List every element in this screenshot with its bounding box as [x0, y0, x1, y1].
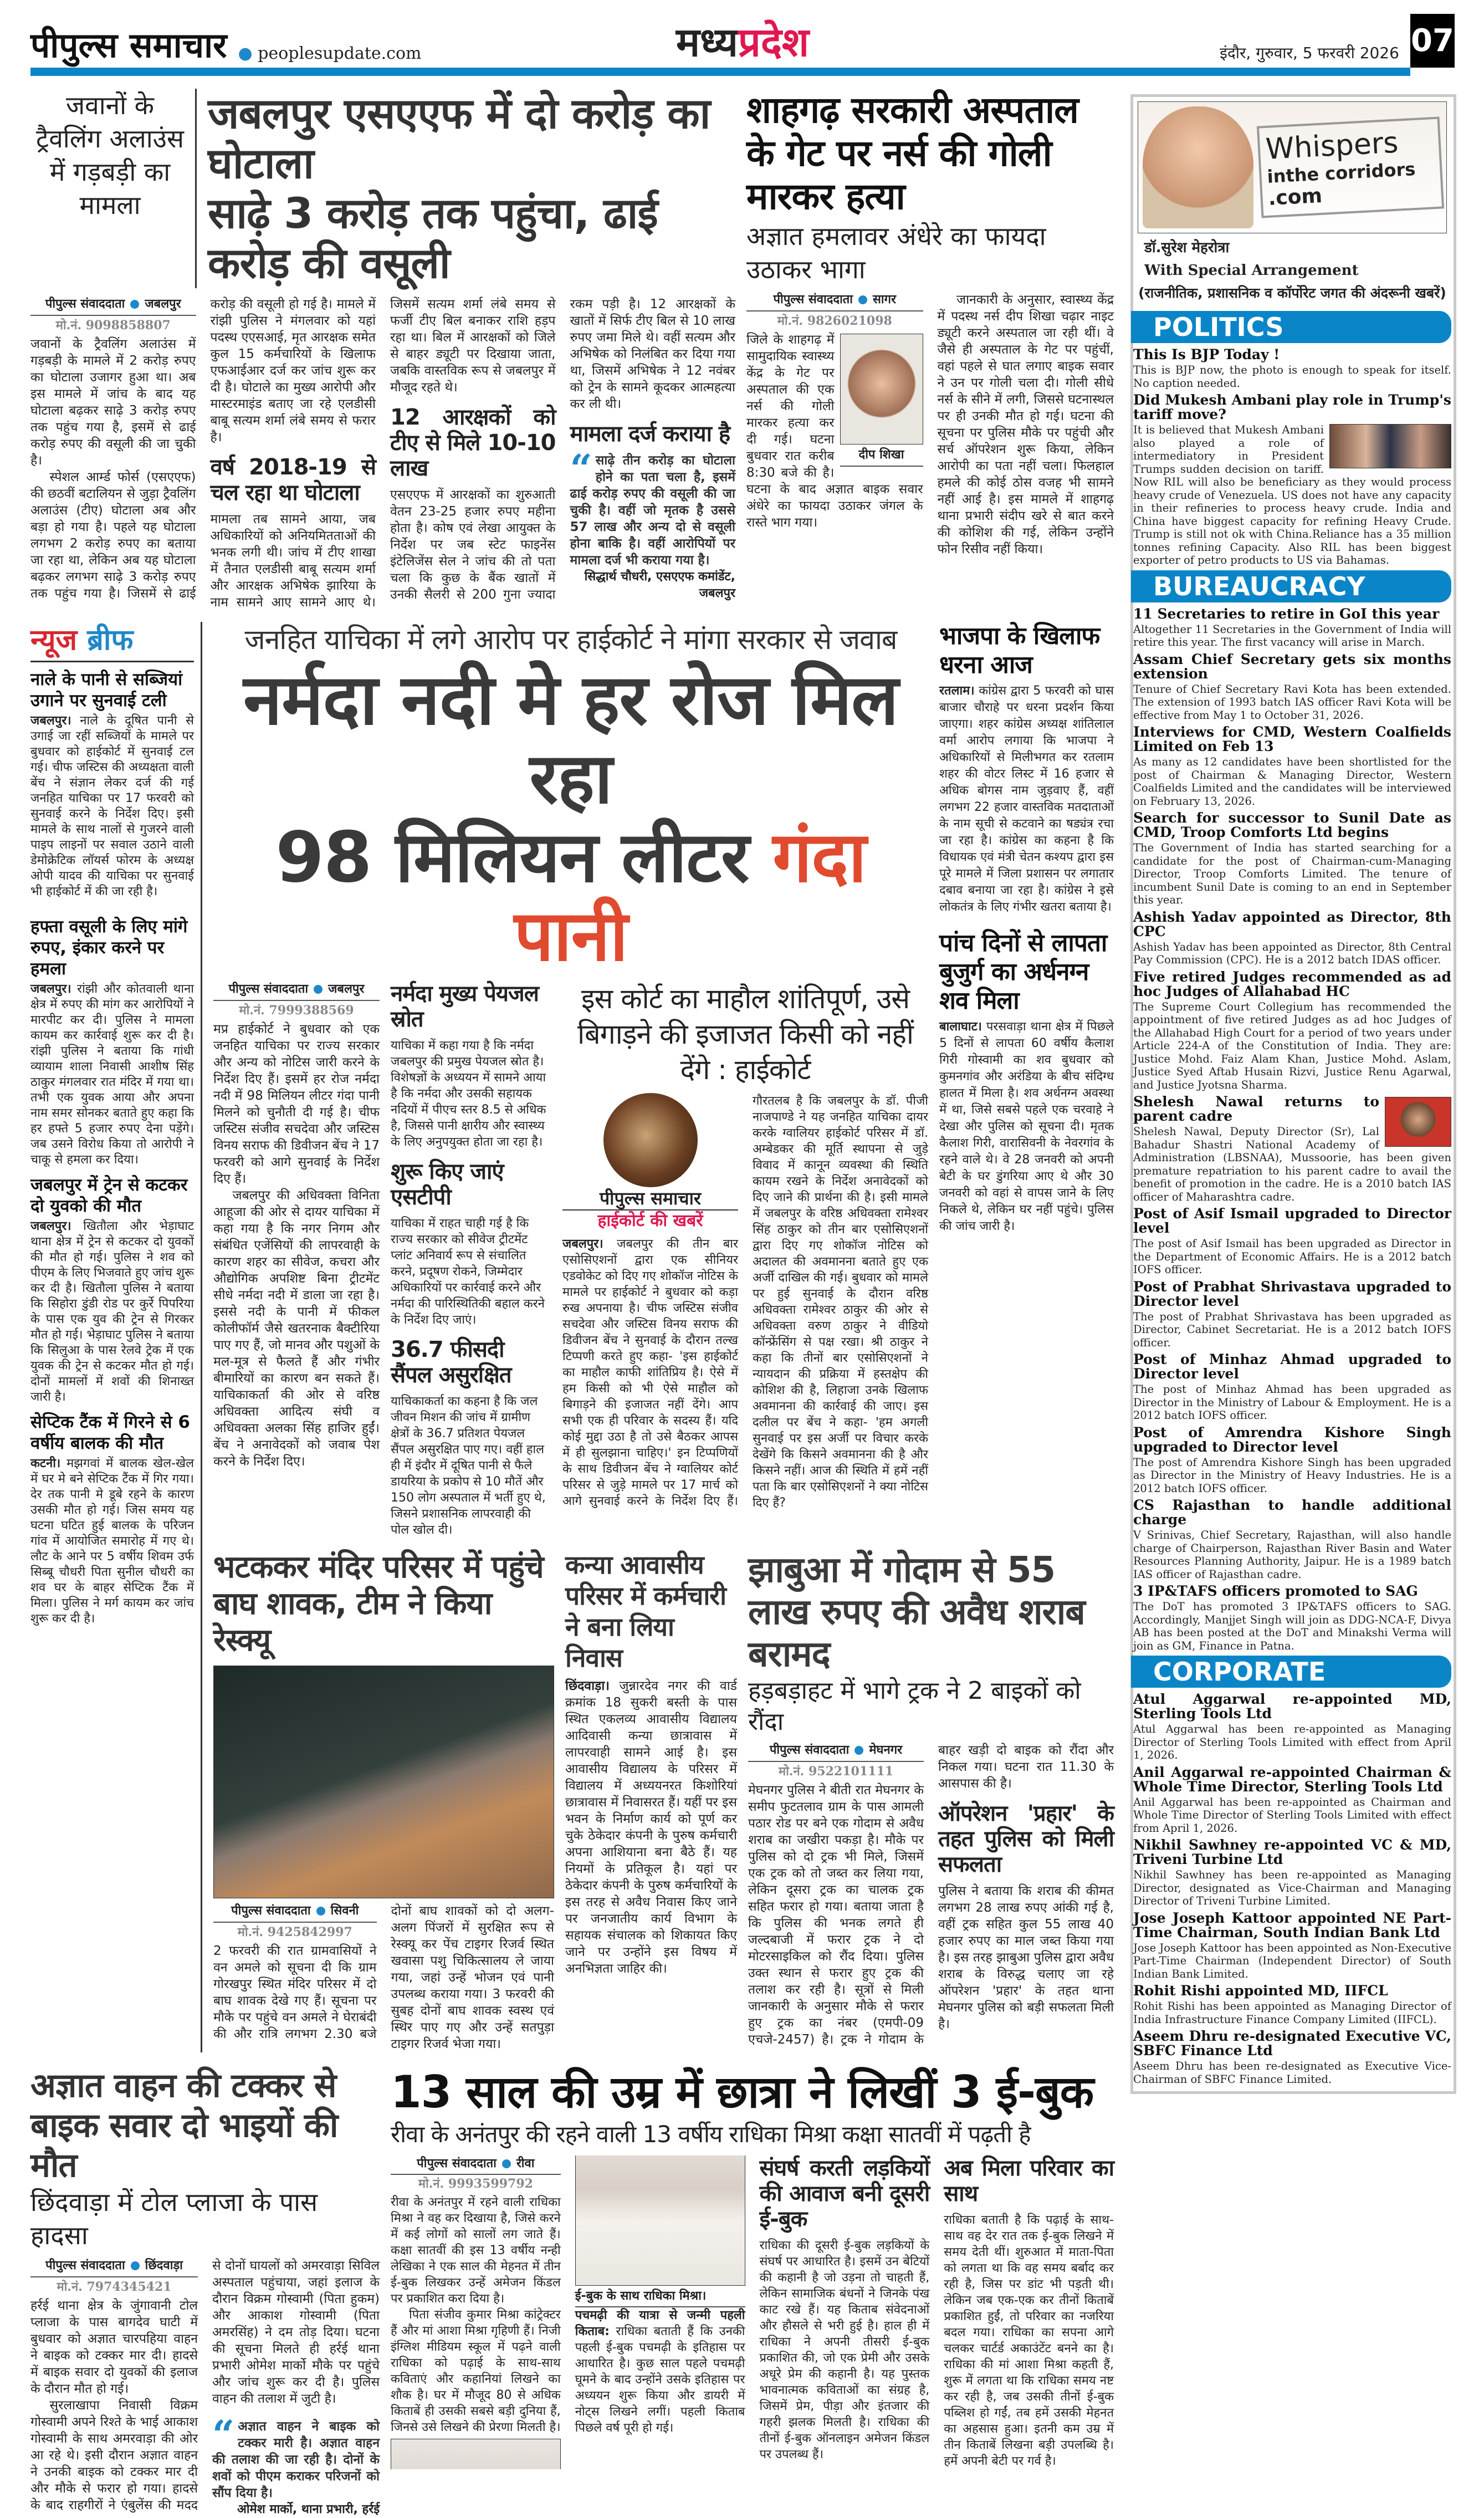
news-item	[1133, 1838, 1451, 1908]
section-title-b: प्रदेश	[738, 19, 810, 65]
bjp-body	[939, 683, 1114, 916]
byline-name: पीपुल्स संवाददाता	[231, 1904, 311, 1918]
gavel-image	[603, 1093, 698, 1187]
shahgarh-story	[746, 89, 1114, 558]
paragraph: राधिका की दूसरी ई-बुक लड़कियों के संघर्ष पर आधारित है। इसमें उन बेटियों की कहानी है जो उड़ना तो चाहती हैं, लेकिन सामाजिक बंधनों ने जिनके पंख काट रखे हैं। यह किताब संवेदनाओं और हौसले से भरी हुई है। हाल ही में राधिका ने अपनी तीसरी ई-बुक प्रकाशित की, जो एक प्रेमी और उसके अधूरे प्रेम की कहानी है। यह पुस्तक भावनात्मक कविताओं का संग्रह है, जिसमें प्रेम, पीड़ा और इंतजार की गहरी झलक मिलती है। राधिका की तीनों ई-बुक ऑनलाइन अमेजन किंडल पर उपलब्ध हैं।	[759, 2239, 930, 2461]
item-headline: Aseem Dhru re-designated Executive VC, SBFC Finance Ltd	[1133, 2028, 1451, 2059]
subheading: शुरू किए जाएं एसटीपी	[391, 1159, 504, 1210]
headline-line	[213, 818, 928, 975]
title-part: न्यूज	[30, 624, 78, 657]
item-headline: Post of Minhaz Ahmad upgraded to Director level	[1133, 1351, 1451, 1382]
masthead-rule	[30, 68, 1410, 76]
masthead-left	[30, 23, 654, 68]
dot-icon	[316, 1907, 325, 1916]
section-politics: POLITICS	[1131, 311, 1451, 343]
paragraph: पुलिस ने बताया कि शराब की कीमत लगभग 28 लाख रुपए आंकी गई है, वहीं ट्रक सहित कुल 55 लाख 40 हजार रुपए का माल जब्त किया गया है। इस तरह झाबुआ पुलिस द्वारा अवैध शराब के विरुद्ध चलाए जा रहे ऑपरेशन 'प्रहार' के तहत थाना मेघनगर पुलिस को बड़ी सफलता मिली है।	[938, 1884, 1114, 2031]
page-number: 07	[1410, 14, 1455, 68]
hostel-story	[565, 1549, 737, 1977]
news-item	[1133, 1280, 1451, 1350]
paragraph: रीवा के अनंतपुर में रहने वाली राधिका मिश्रा ने वह कर दिखाया है, जिसे करने में कई लोगों को सालों लग जाते हैं। कक्षा सातवीं की इस 13 वर्षीय नन्ही लेखिका ने एक साल की मेहनत में तीन ई-बुक लिखकर उन्हें अमेजन किंडल पर प्रकाशित करा दिया है।	[391, 2195, 561, 2306]
whispers-logo	[1257, 116, 1444, 218]
reporter-phone: मो.नं. 9522101111	[778, 1764, 894, 1779]
byline-place: रीवा	[516, 2157, 535, 2170]
quote-icon: “	[212, 2412, 235, 2458]
headline-part: 98 मिलियन लीटर	[275, 816, 773, 898]
brief-headline: नाले के पानी से सब्जियां उगाने पर सुनवाई टली	[30, 670, 183, 711]
brief-text	[30, 1456, 194, 1627]
byline-place: जबलपुर	[328, 982, 365, 996]
item-text: V Srinivas, Chief Secretary, Rajasthan, will also handle charge of Chairperson, Rajasthan River Basin and Water Resources Planning Authority, Jaipur. He is a 1989 batch IAS officer of Rajasthan cadre.	[1133, 1529, 1451, 1581]
byline-place: सागर	[873, 293, 896, 307]
byline-name: पीपुल्स संवाददाता	[417, 2157, 497, 2170]
headline: पांच दिनों से लापता बुजुर्ग का अर्धनग्न शव मिला	[939, 929, 1107, 1015]
item-text: Aseem Dhru has been re-designated as Executive Vice-Chairman of SBFC Finance Limited.	[1133, 2060, 1451, 2086]
paragraph: याचिका में राहत चाही गई है कि राज्य सरकार को सीवेज ट्रीटमेंट प्लांट अनिवार्य रूप से संचालित करने, प्रदूषण रोकने, जिम्मेदार अधिकारियों पर कार्रवाई करने और नर्मदा की पारिस्थितिकी बहाल करने के निर्देश दिए जाएं।	[391, 1217, 545, 1327]
news-item	[1133, 652, 1451, 722]
news-item	[1133, 811, 1451, 907]
news-item	[1133, 2029, 1451, 2086]
headline-line: जबलपुर एसएएफ में दो करोड़ का घोटाला	[208, 89, 710, 188]
item-headline: Search for successor to Sunil Date as CMD, Troop Comforts Ltd begins	[1133, 810, 1451, 840]
brief-item	[30, 1174, 194, 1405]
reporter-phone: मो.नं. 9098858807	[55, 318, 171, 333]
website-text: peoplesupdate.com	[258, 44, 422, 63]
hostel-body	[565, 1678, 737, 1977]
brief-item	[30, 916, 194, 1168]
photo-caption: ई-बुक के साथ राधिका मिश्रा।	[575, 2286, 745, 2307]
right-hindi-column	[939, 622, 1114, 1235]
paragraph: जबलपुर की अधिवक्ता विनिता आहूजा की ओर से दायर याचिका में कहा गया है कि नगर निगम और संबंधित एजेंसियों की लापरवाही के कारण शहर का सीवेज, कचरा और औद्योगिक अपशिष्ट बिना ट्रीटमेंट सीधे नर्मदा नदी में डाला जा रहा है। इससे नदी के पानी में फीकल कोलीफॉर्म जैसे खतरनाक बैक्टीरिया पाए गए हैं, जो मानव और पशुओं के मल-मूत्र से फैलते हैं और गंभीर बीमारियों का कारण बन सकते हैं। याचिकाकर्ता की ओर से वरिष्ठ अधिवक्ता आदित्य संघी व अधिवक्ता अलका सिंह हाजिर हुईं। बेंच ने अनावेदकों को जवाब पेश करने के निर्देश दिए।	[213, 1188, 380, 1469]
paragraph: मप्र हाईकोर्ट ने बुधवार को एक जनहित याचिका पर राज्य सरकार और अन्य को नोटिस जारी करने के निर्देश दिए हैं। इसमें हर रोज नर्मदा नदी में 98 मिलियन लीटर गंदा पानी मिलने को चुनौती दी गई है। चीफ जस्टिस संजीव सचदेवा और जस्टिस विनय सराफ की डिवीजन बेंच ने 17 फरवरी को आगे सुनवाई के निर्देश दिए हैं।	[213, 1022, 380, 1186]
byline-name: पीपुल्स संवाददाता	[773, 293, 853, 307]
headline: अज्ञात वाहन की टक्कर से बाइक सवार दो भाइयों की मौत	[30, 2066, 338, 2185]
news-item	[1133, 1498, 1451, 1581]
subheading: वर्ष 2018-19 से चल रहा था घोटाला	[210, 454, 376, 505]
item-text: Jose Joseph Kattoor has been appointed as Non-Executive Part-Time Chairman (Independent Director) of South Indian Bank Limited.	[1133, 1941, 1451, 1980]
headline: कन्या आवासीय परिसर में कर्मचारी ने बना लिया निवास	[565, 1550, 726, 1673]
accident-body	[30, 2257, 380, 2518]
location-pin-icon: ●	[238, 44, 258, 63]
news-item	[1133, 348, 1451, 390]
headline-line: साढ़े 3 करोड़ तक पहुंचा, ढाई करोड़ की वसूली	[208, 188, 658, 288]
news-item	[1133, 1765, 1451, 1835]
item-headline: Shelesh Nawal returns to parent cadre	[1133, 1094, 1379, 1124]
article-text: कांग्रेस द्वारा 5 फरवरी को घास बाजार चौराहे पर धरना प्रदर्शन किया जाएगा। शहर कांग्रेस अध्यक्ष शांतिलाल वर्मा आरोप लगाया कि भाजपा ने अधिकारियों से मिलीभगत कर रतलाम शहर की वोटर लिस्ट में 16 हजार से अधिक बोगस नाम जुड़वाए हैं, वहीं लगभग 22 हजार वास्तविक मतदाताओं के नाम सूची से कटवाने का षड्यंत्र रचा जा रहा है। कांग्रेस का कहना है कि विधायक एवं मंत्री चेतन कश्यप द्वारा इस पूरे मामले में जिला प्रशासन पर लगातार दबाव बनाया जा रहा है। कांग्रेस ने इसे लोकतंत्र के लिए गंभीर खतरा बताया है।	[939, 684, 1114, 914]
ambani-trump-photo	[1329, 424, 1451, 468]
court-story	[562, 981, 928, 1511]
item-text: The post of Asif Ismail has been upgraded as Director in the Department of Economic Affairs. He is a 2012 batch IOFS officer.	[1133, 1237, 1451, 1276]
paragraph: जानकारी के अनुसार, स्वास्थ्य केंद्र में पदस्थ नर्स दीप शिखा चढ़ार नाइट ड्यूटी करने अस्पताल जा रही थीं। वे जैसे ही अस्पताल के गेट पर पहुंचीं, वहां पहले से घात लगाए बाइक सवार ने उन पर गोली चला दी। गोली सीधे नर्स के सीने में लगी, जिससे घटनास्थल पर ही उनकी मौत हो गई। घटना की सूचना पर पुलिस मौके पर पहुंची और सर्च ऑपरेशन शुरू किया, लेकिन आरोपी का पता नहीं चला। फिलहाल हमले की कोई ठोस वजह भी सामने नहीं आई है। इस मामले में शाहगढ़ थाना प्रभारी संदीप खरे से बात करने की कोशिश की गई, लेकिन उन्होंने फोन रिसीव नहीं किया।	[937, 293, 1114, 556]
dateline-lead: बालाघाट।	[939, 1020, 982, 1034]
item-text: Shelesh Nawal, Deputy Director (Sr), Lal Bahadur Shastri National Academy of Administration (LBSNAA), Mussoorie, has been given premature repatriation to his parent cadre to avail the benefit of promotion in the cadre. He is a 2010 batch IAS officer of Maharashtra cadre.	[1133, 1125, 1451, 1203]
photo-box	[840, 334, 923, 467]
title-part: ब्रीफ	[87, 624, 134, 657]
saf-article-body	[30, 296, 735, 611]
court-news-tag: हाईकोर्ट की खबरें	[597, 1211, 703, 1230]
main-content	[30, 89, 1114, 2518]
narmada-kicker: जनहित याचिका में लगे आरोप पर हाईकोर्ट ने मांगा सरकार से जवाब	[244, 624, 897, 656]
byline	[30, 2257, 198, 2277]
columnist-photo	[1143, 106, 1253, 228]
dot-icon	[858, 295, 867, 304]
section-corporate: CORPORATE	[1131, 1656, 1451, 1688]
dateline-lead: जबलपुर।	[30, 714, 71, 728]
item-headline: Did Mukesh Ambani play role in Trump's tariff move?	[1133, 392, 1451, 422]
item-text: Anil Aggarwal has been re-appointed as Chairman and Whole Time Director of Sterling Tools Limited with effect from April 1, 2026.	[1133, 1795, 1451, 1835]
shahgarh-body	[746, 292, 1114, 558]
item-headline: Assam Chief Secretary gets six months extension	[1133, 651, 1451, 682]
tiger-body	[213, 1903, 554, 2052]
item-text: Ashish Yadav has been appointed as Director, 8th Central Pay Commission (CPC). He is a 2012 batch IDAS officer.	[1133, 940, 1451, 966]
news-item	[1133, 910, 1451, 967]
paragraph: पिता संजीव कुमार मिश्रा कांट्रेक्टर हैं और मां आशा मिश्रा गृहिणी हैं। निजी इंग्लिश मीडियम स्कूल में पढ़ने वाली राधिका को पढ़ाई के साथ-साथ कविताएं और कहानियां लिखने का शौक है। घर में मौजूद 80 से अधिक किताबें ही उसकी सबसे बड़ी दुनिया हैं, जिनसे उसे लिखने की प्रेरणा मिलती है।	[391, 2308, 561, 2434]
item-text: The post of Minhaz Ahmad has been upgraded as Director in the Ministry of Labour & Employment. He is a 2012 batch IOFS officer.	[1133, 1383, 1451, 1422]
item-headline: Anil Aggarwal re-appointed Chairman & Whole Time Director, Sterling Tools Ltd	[1133, 1764, 1451, 1795]
subheading: ऑपरेशन 'प्रहार' के तहत पुलिस को मिली सफलता	[938, 1801, 1114, 1877]
item-headline: Post of Amrendra Kishore Singh upgraded to Director level	[1133, 1424, 1451, 1455]
saf-kicker: जवानों के ट्रैवलिंग अलाउंस में गड़बड़ी का मामला	[30, 89, 197, 288]
subheadline: रीवा के अनंतपुर की रहने वाली 13 वर्षीय राधिका मिश्रा कक्षा सातवीं में पढ़ती है	[391, 2121, 1031, 2148]
quote-icon: “	[570, 446, 592, 492]
item-headline: Post of Prabhat Shrivastava upgraded to Director level	[1133, 1278, 1451, 1309]
item-text: The DoT has promoted 3 IP&TAFS officers to SAG. Accordingly, Manjjet Singh will join as DDG-NCA-F, Divya AB has been posted at the DoT and Minakshi Verma will join as GM, Finance in Patna.	[1133, 1600, 1451, 1652]
dateline-lead: रतलाम।	[939, 684, 975, 698]
item-text: The Government of India has started searching for a candidate for the post of Chairman-cum-Managing Director, Troop Comforts Limited. The tenure of incumbent Sunil Date is coming to an end in September this year.	[1133, 841, 1451, 906]
reporter-phone: मो.नं. 9826021098	[777, 314, 892, 328]
website-link[interactable]	[238, 44, 422, 68]
byline-place: छिंदवाड़ा	[145, 2259, 183, 2272]
section-bureaucracy: BUREAUCRACY	[1131, 570, 1451, 602]
paragraph: सुरलाखापा निवासी विक्रम गोस्वामी अपने रिश्ते के भाई आकाश गोस्वामी के साथ अमरवाड़ा की ओर आ रहे थे। इसी दौरान अज्ञात वाहन ने उनकी बाइक को टक्कर मार दी और मौके से फरार हो गया। हादसे के बाद राहगीरों ने एंबुलेंस की मदद से दोनों घायलों को अमरवाड़ा सिविल अस्पताल पहुंचाया, जहां इलाज के दौरान विक्रम गोस्वामी (पिता हुकम) और आकाश गोस्वामी (पिता अमरसिंह) ने दम तोड़ दिया। घटना की सूचना मिलते ही हर्रई थाना प्रभारी ओमेश मार्को मौके पर पहुंचे और जांच शुरू कर दी है। पुलिस वाहन की तलाश में जुटी है।	[30, 2259, 380, 2512]
paragraph: 2 फरवरी की रात ग्रामवासियों ने वन अमले को सूचना दी कि ग्राम गोरखपुर स्थित मंदिर परिसर में दो बाघ शावक देखे गए हैं। सूचना पर मौके पर पहुंचे वन अमले ने घेराबंदी की और रात्रि लगभग 2.30 बजे दोनों बाघ शावकों को दो अलग-अलग पिंजरों में सुरक्षित रूप से रेस्क्यू कर पेंच टाइगर रिजर्व स्थित खवासा पशु चिकित्सालय ले जाया गया, जहां उन्हें भोजन एवं पानी उपलब्ध कराया गया। 3 फरवरी की सुबह दोनों बाघ शावक स्वस्थ एवं स्थिर पाए गए और उन्हें सतपुड़ा टाइगर रिजर्व भेजा गया।	[213, 1904, 554, 2051]
headline: भटककर मंदिर परिसर में पहुंचे बाघ शावक, टीम ने किया रेस्क्यू	[213, 1549, 544, 1658]
byline	[391, 2156, 561, 2175]
brief-item	[30, 669, 194, 900]
dot-icon	[502, 2159, 511, 2168]
article-text: परसवाड़ा थाना क्षेत्र में पिछले 5 दिनों से लापता 60 वर्षीय कैलाश गिरी गोस्वामी का शव बुधवार को कुमनगांव और अरंडिया के बीच संदिग्ध हालत में मिला है। शव अर्धनग्न अवस्था में था, जिसे सबसे पहले एक चरवाहे ने देखा और पुलिस को सूचना दी। मृतक कैलाश गिरी, वारासिवनी के नेवरगांव के रहने वाले थे। वे 28 जनवरी को अपनी बेटी के घर डुंगरिया आए थे और 30 जनवरी को वहां से वापस जाने के लिए निकले थे, लेकिन घर नहीं पहुंचे। पुलिस की जांच जारी है।	[939, 1020, 1114, 1233]
dot-icon	[130, 300, 139, 309]
item-headline: Nikhil Sawhney re-appointed VC & MD, Triveni Turbine Ltd	[1133, 1837, 1451, 1867]
logo-line: Whispers	[1265, 126, 1399, 166]
logo-text: पीपुल्स समाचार	[30, 25, 227, 65]
shelesh-nawal-photo	[1385, 1097, 1451, 1147]
brief-headline: हफ्ता वसूली के लिए मांगे रुपए, इंकार करने पर हमला	[30, 917, 188, 979]
whispers-column	[1130, 94, 1456, 2094]
narmada-sidebar	[391, 981, 551, 1538]
quote-text: साढ़े तीन करोड़ का घोटाला होने का पता चला है, इसमें ढाई करोड़ रुपए की वसूली की जा चुकी है। वहीं जो मृतक है उससे 57 लाख और अन्य दो से वसूली होना बाकि है। वहीं आरोपियों पर मामला दर्ज भी कराया गया है।	[570, 453, 735, 568]
headline: झाबुआ में गोदाम से 55 लाख रुपए की अवैध शराब बरामद	[748, 1550, 1085, 1675]
narmada-columns	[213, 981, 928, 1538]
item-headline: Rohit Rishi appointed MD, IIFCL	[1133, 1983, 1388, 1999]
pull-quote	[212, 2412, 380, 2501]
byline-name: पीपुल्स संवाददाता	[769, 1743, 850, 1757]
byline-place: जबलपुर	[145, 297, 181, 311]
paragraph: जवानों के ट्रैवलिंग अलाउंस में गड़बड़ी के मामले में 2 करोड़ रुपए का घोटाला उजागर हुआ था। अब इस मामले में जांच के बाद यह घोटाला बढ़कर साढ़े 3 करोड़ रुपए तक पहुंच गया है, इसमें से ढाई करोड़ रुपए की वसूली की जा चुकी है।	[30, 337, 196, 468]
dateline-lead: कटनी।	[30, 1457, 61, 1470]
brief-headline: जबलपुर में ट्रेन से कटकर दो युवको की मौत	[30, 1175, 188, 1216]
saf-header	[30, 89, 735, 288]
item-headline: This Is BJP Today !	[1133, 346, 1280, 362]
accident-story	[30, 2066, 380, 2518]
news-item	[1133, 1584, 1451, 1652]
item-text: Tenure of Chief Secretary Ravi Kota has been extended. The extension of 1993 batch IAS officer Ravi Kota will be effective from May 1 to October 31, 2026.	[1133, 682, 1451, 722]
subheading: नर्मदा मुख्य पेयजल स्रोत	[391, 981, 539, 1032]
item-text: It is believed that Mukesh Ambani also played a role of intermediatory in President Trumps sudden decision on tariff. Now RIL will also be beneficiary as they would process heavy crude of Venezuela. US does not have any capacity in their refineries to process heavy crude. India and China have biggest capacity for refining Heavy Crude. Trump is still not ok with China.Reliance has a 35 million tonnes refining Capacity. Also RIL has been biggest exporter of petro products to US via Bahamas.	[1133, 423, 1451, 566]
paragraph: स्पेशल आर्म्ड फोर्स (एसएएफ) की छठवीं बटालियन से जुड़ा ट्रैवलिंग अलाउंस (टीए) घोटाला अब और बड़ा हो गया है। पहले यह घोटाला लगभग 2 करोड़ रुपए का बताया जा रहा था, लेकिन अब यह घोटाला बढ़कर लगभग साढ़े 3 करोड़ रुपए तक पहुंच गया है। जिसमें से ढाई करोड़ की वसूली हो गई है। मामले में रांझी पुलिस ने मंगलवार को यहां पदस्थ एएसआई, मृत आरक्षक समेत कुल 15 कर्मचारियों के खिलाफ एफआईआर दर्ज कर जांच शुरू कर दी है। घोटाले का मुख्य आरोपी और मास्टरमाइंड बताए जा रहे एलडीसी बाबू सत्यम शर्मा लंबे समय से फरार है।	[30, 297, 376, 601]
item-headline: Interviews for CMD, Western Coalfields Limited on Feb 13	[1133, 724, 1451, 754]
court-news-logo: पीपुल्स समाचार	[562, 1187, 738, 1211]
column-tagline: (राजनीतिक, प्रशासनिक व कॉर्पोरेट जगत की अंदरूनी खबरें)	[1138, 285, 1446, 301]
news-item	[1133, 970, 1451, 1092]
item-headline: Ashish Yadav appointed as Director, 8th CPC	[1133, 908, 1451, 939]
headline: 13 साल की उम्र में छात्रा ने लिखीं 3 ई-बुक	[391, 2066, 1094, 2118]
byline-place: सिवनी	[330, 1904, 359, 1918]
item-headline: CS Rajasthan to handle additional charge	[1133, 1497, 1451, 1528]
newspaper-logo	[30, 23, 227, 68]
item-text: The Supreme Court Collegium has recommended the appointment of five retired Judges as ad hoc Judges of the Allahabad High Court for a period of two years under Article 224-A of the Constitution of India. They are: Justice Mohd. Faiz Alam Khan, Justice Mohd. Aslam, Justice Syed Aftab Husain Rizvi, Justice Renu Agarwal, and Justice Jyotsna Sharma.	[1133, 1000, 1451, 1091]
court-headline: इस कोर्ट का माहौल शांतिपूर्ण, उसे बिगाड़ने की इजाजत किसी को नहीं देंगे : हाईकोर्ट	[577, 983, 913, 1086]
item-headline: 11 Secretaries to retire in GoI this year	[1133, 605, 1440, 622]
item-headline: Atul Aggarwal re-appointed MD, Sterling Tools Ltd	[1133, 1691, 1451, 1722]
subheading: 36.7 फीसदी सैंपल असुरक्षित	[391, 1337, 511, 1388]
saf-story	[30, 89, 735, 611]
byline-name: पीपुल्स संवाददाता	[228, 982, 309, 996]
headline: भाजपा के खिलाफ धरना आज	[939, 622, 1100, 679]
subheadline: अज्ञात हमलावर अंधेरे का फायदा उठाकर भागा	[746, 221, 1046, 284]
subheadline: हड़बड़ाहट में भागे ट्रक ने 2 बाइकों को रौंदा	[748, 1677, 1081, 1736]
news-item	[1133, 1207, 1451, 1276]
quote-attribution: ओमेश मार्को, थाना प्रभारी, हर्रई	[237, 2502, 380, 2516]
dateline-lead: जबलपुर।	[562, 1237, 603, 1251]
narmada-body	[213, 981, 380, 1470]
narmada-headline	[213, 661, 928, 975]
item-text: Rohit Rishi has been appointed as Managing Director of India Infrastructure Finance Company Limited (IIFCL).	[1133, 2000, 1451, 2026]
byline	[746, 292, 923, 311]
ebook-body	[391, 2156, 1114, 2469]
saf-headline	[208, 89, 735, 288]
news-brief-column	[30, 622, 202, 2052]
tiger-story	[213, 1549, 554, 2052]
paragraph: मामला तब सामने आया, जब अधिकारियों को अनियमितताओं की भनक लगी थी। जांच में टीए शाखा में तैनात एलडीसी बाबू सत्यम शर्मा और आरक्षक अभिषेक झारिया के नाम सामने आए सामने आए थे। जिसमें सत्यम शर्मा लंबे समय से फर्जी टीए बिल बनाकर राशि हड़प रहा था। बिल में आरक्षकों को जिले से बाहर ड्यूटी पर दिखाया जाता, जबकि वास्तविक रूप से जबलपुर में मौजूद रहते थे।	[210, 297, 556, 610]
paragraph-lead: पचमढ़ी की यात्रा से जन्मी पहली किताब:	[575, 2308, 745, 2338]
subheading: 12 आरक्षकों को टीए से मिले 10-10 लाख	[390, 405, 556, 481]
court-text: जबलपुर की तीन बार एसोसिएशनों द्वारा एक सीनियर एडवोकेट को दिए गए शोकॉज नोटिस के मामले पर हाईकोर्ट ने बुधवार को कड़ा रुख अपनाया है। चीफ जस्टिस संजीव सचदेवा और जस्टिस विनय सराफ की डिवीजन बेंच ने सुनवाई के दौरान तल्ख टिप्पणी करते हुए कहा- 'इस हाईकोर्ट का माहौल काफी शांतिप्रिय है। ऐसे में हम किसी को भी ऐसे माहौल को बिगाड़ने की इजाजत नहीं देंगे। आप सभी एक ही परिवार के सदस्य हैं। यदि कोई मुद्दा उठा है तो उसे बैठकर आपस में ही सुलझाना चाहिए।' इन टिप्पणियों के साथ डिवीजन बेंच ने ग्वालियर कोर्ट परिसर से जुड़े मामले पर 17 मार्च को आगे सुनवाई करने के निर्देश दिए हैं। गौरतलब है कि जबलपुर के डॉ. पीजी नाजपाण्डे ने यह जनहित याचिका दायर करके ग्वालियर हाईकोर्ट परिसर में डॉ. अम्बेडकर की मूर्ति स्थापना से जुड़े विवाद में कानून व्यवस्था की स्थिति कायम रखने के निर्देश अनावेदकों को दिए जाने की प्रार्थना की है। इसी मामले में जबलपुर के वरिष्ठ अधिवक्ता रामेश्वर सिंह ठाकुर को तीन बार एसोसिएशनों द्वारा दिए गए शोकॉज नोटिस को अदालत की अवमानना बताते हुए एक अर्जी दाखिल की गई। बुधवार को मामले पर हुई सुनवाई के दौरान वरिष्ठ अधिवक्ता रामेश्वर ठाकुर की ओर से अधिवक्ता वरुण ठाकुर ने वीडियो कॉन्फ्रेंसिंग से पक्ष रखा। श्री ठाकुर ने कहा कि तीनों बार एसोसिएशनों ने न्यायदान की प्रक्रिया में हस्तक्षेप की कोशिश की है, लिहाजा उनके खिलाफ अवमानना की कार्रवाई की जाए। इस दलील पर बेंच ने कहा- 'हम अगली सुनवाई पर इस अर्जी पर विचार करके देखेंगे कि किसने अवमानना की है और किसने नहीं। आज की स्थिति में हमें नहीं पता कि बार एसोसिएशनों ने क्या नोटिस दिए हैं?	[562, 1094, 928, 1510]
news-item	[1133, 1692, 1451, 1762]
item-text: The post of Amrendra Kishore Singh has been upgraded as Director in the Ministry of Heavy Industries. He is a 2012 batch IOFS officer.	[1133, 1455, 1451, 1495]
news-item	[1133, 1095, 1451, 1203]
reporter-phone: मो.नं. 9425842997	[237, 1925, 352, 1939]
bottom-row	[30, 2066, 1114, 2518]
byline-name: पीपुल्स संवाददाता	[45, 2259, 125, 2272]
logo-line: .com	[1267, 184, 1323, 210]
item-headline: 3 IP&TAFS officers promoted to SAG	[1133, 1583, 1418, 1599]
item-text: This is BJP now, the photo is enough to speak for itself. No caption needed.	[1133, 364, 1451, 390]
masthead-right	[831, 14, 1455, 68]
item-headline: Post of Asif Ismail upgraded to Director level	[1133, 1206, 1451, 1236]
paragraph: मेघनगर पुलिस ने बीती रात मेघनगर के समीप फुटतलाव ग्राम के पास आमली पठार रोड पर बने एक गोदाम से अवैध शराब का जखीरा पकड़ा है। मौके पर पुलिस को दो ट्रक भी मिले, जिसमें एक ट्रक को तो जब्त कर लिया गया, लेकिन दूसरा ट्रक का चालक ट्रक सहित फरार हो गया। बताया जाता है कि पुलिस की भनक लगते ही जल्दबाजी में फरार ट्रक ने दो मोटरसाइकिल को रौंद दिया। पुलिस उक्त स्थान से फरार हुए ट्रक की तलाश कर रही है। सूत्रों से मिली जानकारी के अनुसार मौके से फरार हुए ट्रक का नंबर (एमपी-09 एचजे-2457) है। ट्रक ने गोदाम के बाहर खड़ी दो बाइक को रौंदा और निकल गया। घटना रात 11.30 के आसपास की है।	[748, 1743, 1114, 2047]
dateline-lead: जबलपुर।	[30, 1219, 71, 1233]
item-text: As many as 12 candidates have been shortlisted for the post of Chairman & Managing Director, Western Coalfields Limited and the candidates will be interviewed on February 13, 2026.	[1133, 755, 1451, 808]
brief-headline: सेप्टिक टैंक में गिरने से 6 वर्षीय बालक की मौत	[30, 1412, 190, 1453]
paragraph: याचिकाकर्ता का कहना है कि जल जीवन मिशन की जांच में ग्रामीण क्षेत्रों के 36.7 प्रतिशत पेयजल सैंपल असुरक्षित पाए गए। वहीं हाल ही में इंदौर में दूषित पानी से फैले डायरिया के प्रकोप से 10 मौतें और 150 लोग अस्पताल में भर्ती हुए थे, जिसने प्रशासनिक लापरवाही की पोल खोल दी।	[391, 1395, 546, 1537]
brief-body: मझगवां में बालक खेल-खेल में घर मे बने सेप्टिक टैंक में गिर गया। देर तक पानी मे डूबे रहने के कारण उसकी मौत हो गई। जिस समय यह घटना घटित हुई बालक के परिजन गांव में आयोजित समारोह में गए थे। लौट के आने पर 5 वर्षीय शिवम उर्फ सिब्बू चौधरी पिता सुनील चौधरी का शव घर के बाहर सेप्टिक टैंक में मिला। पुलिस ने मर्ग कायम कर जांच शुरू कर दी है।	[30, 1457, 194, 1626]
news-item	[1133, 1984, 1451, 2026]
dateline: इंदौर, गुरुवार, 5 फरवरी 2026	[1220, 44, 1399, 62]
nurse-photo	[840, 334, 923, 445]
brief-text	[30, 982, 194, 1168]
columnist-name: डॉ.सुरेश मेहरोत्रा	[1144, 239, 1230, 256]
narmada-row	[213, 622, 1114, 1538]
dot-icon	[314, 985, 323, 994]
news-item	[1133, 1426, 1451, 1495]
brief-body: खितौला और भेड़ाघाट थाना क्षेत्र में ट्रेन से कटकर दो युवकों की मौत हो गई। पुलिस ने शव को पीएम के लिए भिजवाते हुए जांच शुरू कर दी है। खितौला पुलिस ने बताया कि सिहोरा डुंडी रोड पर कुर्रे पिपरिया के पास एक युव की ट्रेन से गिरकर मौत हो गई। भेड़ाघाट पुलिस ने बताया कि सिलुआ के पास रेलवे ट्रेक में एक युवक की ट्रेन से कटकर मौत हो गई। दोनों मामलों में शवों की शिनाख्त जारी है।	[30, 1219, 195, 1404]
pull-quote	[570, 446, 736, 569]
item-text: Nikhil Sawhney has been re-appointed as Managing Director, designated as Vice-Chairman and Managing Director of Triveni Turbine Limited.	[1133, 1868, 1451, 1907]
headline-highlight: गंदा पानी	[514, 816, 866, 977]
quote-text: अज्ञात वाहन ने बाइक को टक्कर मारी है। अज्ञात वाहन की तलाश की जा रही है। दोनों के शवों को पीएम कराकर परिजनों को सौंप दिया है।	[212, 2419, 380, 2500]
byline	[748, 1742, 924, 1762]
news-item	[1133, 725, 1451, 808]
headline-line: नर्मदा नदी मे हर रोज मिल रहा	[243, 659, 898, 819]
arrangement-note: With Special Arrangement	[1144, 262, 1359, 279]
court-graphic	[562, 1093, 738, 1232]
jhabua-story	[748, 1549, 1114, 2048]
item-text: Atul Aggarwal has been re-appointed as Managing Director of Sterling Tools Limited with effect from April 1, 2026.	[1133, 1723, 1451, 1761]
item-text: The post of Prabhat Shrivastava has been upgraded as Director, Cabinet Secretariat. He is a 2012 batch IOFS officer.	[1133, 1310, 1451, 1349]
item-headline: Jose Joseph Kattoor appointed NE Part-Time Chairman, South Indian Bank Ltd	[1133, 1909, 1451, 1940]
byline-name: पीपुल्स संवाददाता	[45, 297, 125, 311]
quote-heading: मामला दर्ज कराया है	[570, 421, 730, 447]
paragraph: जिले के शाहगढ़ में सामुदायिक स्वास्थ्य केंद्र के गेट पर अस्पताल की एक नर्स की गोली मारकर हत्या कर दी गई। घटना बुधवार रात करीब 8:30 बजे की है। घटना के बाद अज्ञात बाइक सवार अंधेरे का फायदा उठाकर जंगल के रास्ते भाग गया।	[746, 333, 923, 530]
dateline-lead: जबलपुर।	[30, 982, 71, 996]
court-article-body	[562, 1093, 928, 1511]
jhabua-body	[748, 1742, 1114, 2048]
news-brief-title	[30, 622, 194, 662]
photo-caption: दीप शिखा	[840, 445, 923, 467]
subheading: संघर्ष करती लड़कियों की आवाज बनी दूसरी ई-बुक	[759, 2156, 930, 2232]
dot-icon	[854, 1746, 863, 1755]
quote-attribution: सिद्धार्थ चौधरी, एसएएफ कमांडेंट, जबलपुर	[584, 570, 735, 600]
brief-body: रांझी और कोतवाली थाना क्षेत्र में रुपए की मांग कर आरोपियों ने मारपीट कर दी। पुलिस ने मामला कायम कर कार्रवाई शुरू कर दी है। रांझी पुलिस ने बताया कि गांधी व्यायाम शाला निवासी आशीष सिंह ठाकुर मंगलवार रात मंदिर में गया था। तभी एक युवक आया और अपना नाम समर सोनकर बताते हुए कहा कि हर हफ्ते 5 हजार रुपए देना पड़ेंगे। जब उसने विरोध किया तो आरोपी ने चाकू से हमला कर दिया।	[30, 982, 194, 1167]
middle-row	[30, 622, 1114, 2052]
paragraph	[575, 2307, 745, 2436]
missing-body	[939, 1019, 1114, 1235]
paragraph-text: राधिका बताती हैं कि उनकी पहली ई-बुक पचमढ़ी के इतिहास पर आधारित है। कुछ साल पहले पचमढ़ी घूमने के बाद उन्होंने उसके इतिहास पर अध्ययन शुरू किया और डायरी में नोट्स लिखने लगीं। पहली किताब पिछले वर्ष पूरी हो गई।	[575, 2325, 745, 2435]
masthead	[30, 17, 1455, 68]
item-headline: Five retired Judges recommended as ad hoc Judges of Allahabad HC	[1133, 968, 1451, 999]
news-item	[1133, 607, 1451, 649]
tiger-cubs-photo	[213, 1666, 554, 1898]
subheadline: छिंदवाड़ा में टोल प्लाजा के पास हादसा	[30, 2187, 318, 2250]
news-item	[1133, 393, 1451, 567]
byline	[30, 296, 196, 316]
top-row	[30, 89, 1114, 611]
paragraph: हर्रई थाना क्षेत्र के जुंगावानी टोल प्लाजा के पास बागदेव घाटी में बुधवार को अज्ञात चारपहिया वाहन ने बाइक को टक्कर मार दी। हादसे में बाइक सवार दो युवकों की इलाज के दौरान मौत हो गई।	[30, 2299, 198, 2396]
article-text: जुन्नारदेव नगर की वार्ड क्रमांक 18 सुकरी बस्ती के पास स्थित एकलव्य आवासीय विद्यालय आदिवासी कन्या छात्रावास में लापरवाही सामने आई है। इस आवासीय विद्यालय के परिसर में विद्यालय में अध्ययनरत किशोरियां छात्रावास में निवासरत हैं। यहीं पर इस भवन के निर्माण कार्य को पूर्ण कर चुके ठेकेदार कंपनी के पुरुष कर्मचारी अपना आशियाना बना बैठे हैं। यह नियमों के प्रतिकूल है। यहां पर ठेकेदार कंपनी के पुरुष कर्मचारियों के इस तरह से अवैध निवास किए जाने पर जनजातीय कार्य विभाग के सहायक संचालक को शिकायत किए जाने पर उन्होंने इस विषय में अनभिज्ञता जाहिर की।	[565, 1679, 737, 1976]
item-text: Altogether 11 Secretaries in the Government of India will retire this year. The first vacancy will arise in March.	[1133, 622, 1451, 648]
paragraph: एसएएफ में आरक्षकों का शुरुआती वेतन 23-25 हजार रुपए महीना होता है। कोष एवं लेखा आयुक्त के निर्देश पर जब स्टेट फाइनेंस इंटेलिजेंस सेल ने जांच की तो पता चला कि कुछ के बैंक खातों में उनकी सैलरी से 200 गुना ज्यादा रकम पड़ी है। 12 आरक्षकों के खातों में सिर्फ टीए बिल से 10 लाख रुपए जमा मिले थे। वहीं सत्यम और अभिषेक को निलंबित कर दिया गया था, जिसमें अभिषेक ने 12 नवंबर को ट्रेन के सामने कूदकर आत्महत्या कर ली थी।	[390, 297, 735, 602]
subheading: अब मिला परिवार का साथ	[944, 2156, 1114, 2207]
news-item	[1133, 1352, 1451, 1422]
whispers-banner	[1138, 101, 1447, 233]
headline: शाहगढ़ सरकारी अस्पताल के गेट पर नर्स की गोली मारकर हत्या	[746, 89, 1078, 218]
news-item	[1133, 1911, 1451, 1981]
reporter-phone: मो.नं. 7974345421	[57, 2280, 172, 2294]
narmada-story	[213, 622, 928, 1538]
middle-main	[213, 622, 1114, 2052]
brief-body: नाले के दूषित पानी से उगाई जा रहीं सब्जियों के मामले पर बुधवार को हाईकोर्ट में सुनवाई टल गई। चीफ जस्टिस की अध्यक्षता वाली बेंच ने संज्ञान लेकर दर्ज की गई जनहित याचिका पर 17 फरवरी को सुनवाई करने के निर्देश दिए। इसी मामले के साथ नालों से गुजरने वाली पाइप लाइनों पर सवाल उठाने वाली डेमोक्रेटिक लॉयर्स फोरम के अध्यक्ष ओपी यादव की याचिका पर सुनवाई भी हाईकोर्ट में की जा रही है।	[30, 714, 194, 898]
banner-credits	[1133, 233, 1451, 279]
paragraph: याचिका में कहा गया है कि नर्मदा जबलपुर की प्रमुख पेयजल स्रोत है। विशेषज्ञों के अध्ययन में सामने आया है कि नर्मदा और उसकी सहायक नदियों में पीएच स्तर 8.5 से अधिक है, जिससे पानी क्षारीय और स्वास्थ्य के लिए अनुपयुक्त होता जा रहा है।	[391, 1039, 546, 1149]
brief-text	[30, 1219, 194, 1405]
byline	[213, 981, 380, 1001]
dateline-lead: छिंदवाड़ा।	[565, 1679, 610, 1693]
brief-text	[30, 713, 194, 900]
logo-line: inthe corridors	[1266, 158, 1416, 187]
brief-item	[30, 1412, 194, 1627]
reporter-phone: मो.नं. 7999388569	[239, 1003, 354, 1018]
section-title-a: मध्य	[676, 19, 738, 65]
byline-place: मेघनगर	[869, 1743, 903, 1757]
byline	[213, 1903, 377, 1923]
lower-middle-row	[213, 1549, 1114, 2052]
reporter-phone: मो.नं. 9993599792	[418, 2177, 533, 2191]
section-title	[654, 17, 831, 68]
paragraph: राधिका बताती है कि पढ़ाई के साथ-साथ वह देर रात तक ई-बुक लिखने में समय देती थीं। शुरुआत में माता-पिता को लगता था कि वह समय बर्बाद कर रही है, जिस पर डांट भी पड़ती थी। लेकिन जब एक-एक कर तीनों किताबें प्रकाशित हुईं, तो परिवार का नजरिया बदल गया। राधिका का सपना आगे चलकर चार्टर्ड अकाउंटेंट बनने का है। राधिका की मां आशा मिश्रा कहती हैं, शुरू में लगता था कि राधिका समय नष्ट कर रही है, जब उसकी तीनों ई-बुक पब्लिश हो गईं, तब हमें उसकी मेहनत का अहसास हुआ। इतनी कम उम्र में तीन किताबें लिखना बड़ी उपलब्धि है। हमें अपनी बेटी पर गर्व है।	[944, 2213, 1114, 2468]
ebook-story	[391, 2066, 1114, 2469]
